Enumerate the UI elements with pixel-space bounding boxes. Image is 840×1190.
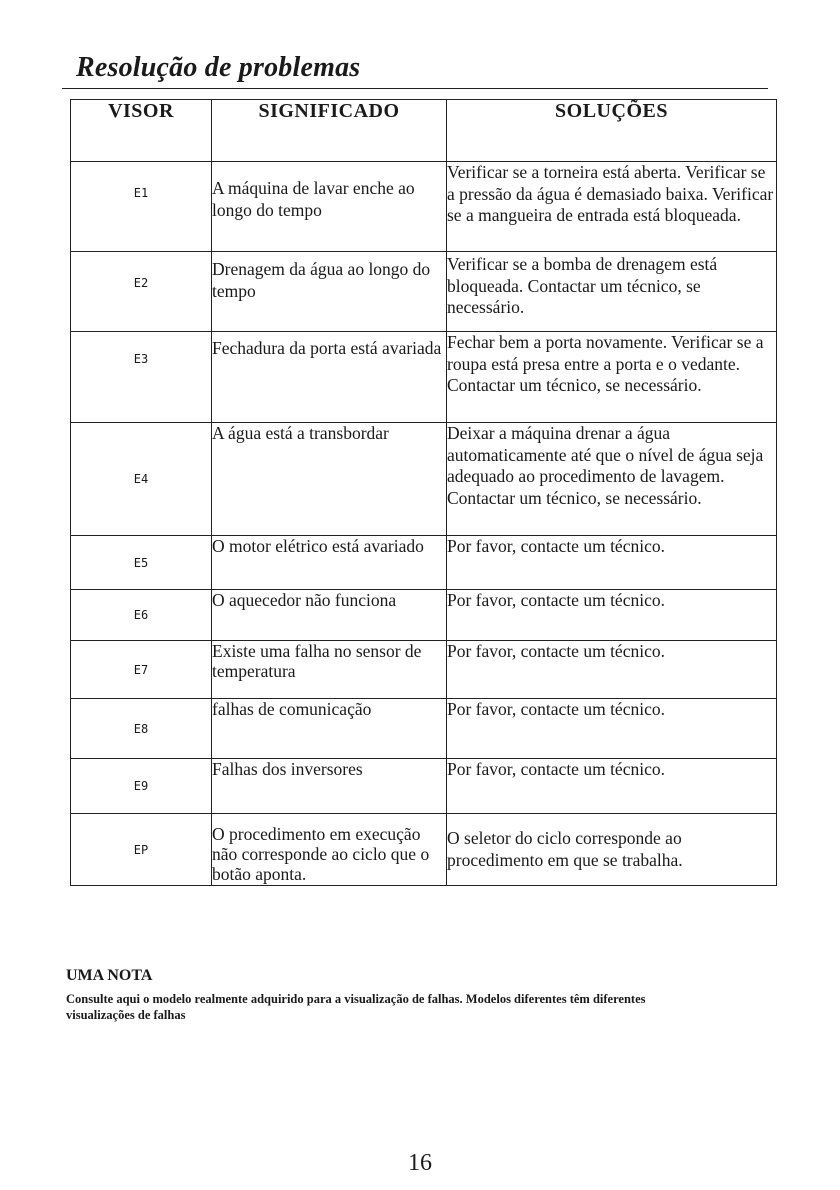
header-visor: VISOR	[71, 100, 212, 162]
header-significado: SIGNIFICADO	[212, 100, 447, 162]
table-row	[71, 252, 777, 332]
error-meaning: O aquecedor não funciona	[212, 590, 447, 641]
title-divider	[62, 88, 768, 89]
error-meaning: Falhas dos inversores	[212, 759, 447, 814]
table-row	[71, 759, 777, 814]
table-row	[71, 590, 777, 641]
error-code: E1	[71, 162, 212, 252]
error-code: E3	[71, 332, 212, 423]
note-title: UMA NOTA	[66, 967, 153, 984]
table-row	[71, 332, 777, 423]
error-solution: Deixar a máquina drenar a água automaticamente até que o nível de água seja adequado ao procedimento de lavagem. Contactar um técnico, se necessário.	[447, 423, 777, 536]
table-row	[71, 814, 777, 886]
error-meaning: Drenagem da água ao longo do tempo	[212, 252, 447, 332]
error-solution: Fechar bem a porta novamente. Verificar se a roupa está presa entre a porta e o vedante. Contactar um técnico, se necessário.	[447, 332, 777, 423]
error-code: E8	[71, 699, 212, 759]
error-code: E4	[71, 423, 212, 536]
error-solution: Por favor, contacte um técnico.	[447, 536, 777, 590]
error-code: E5	[71, 536, 212, 590]
table-row	[71, 699, 777, 759]
page-title: Resolução de problemas	[76, 52, 361, 83]
error-solution: O seletor do ciclo corresponde ao procedimento em que se trabalha.	[447, 814, 777, 886]
error-solution: Verificar se a torneira está aberta. Verificar se a pressão da água é demasiado baixa. Verificar se a mangueira de entrada está bloqueada.	[447, 162, 777, 252]
error-meaning: Fechadura da porta está avariada	[212, 332, 447, 423]
table-row	[71, 536, 777, 590]
table-row	[71, 641, 777, 699]
error-meaning: falhas de comunicação	[212, 699, 447, 759]
error-meaning: Existe uma falha no sensor de temperatura	[212, 641, 447, 699]
error-meaning: A água está a transbordar	[212, 423, 447, 536]
error-code: E2	[71, 252, 212, 332]
table-header-row	[71, 100, 777, 162]
error-code: EP	[71, 814, 212, 886]
header-solucoes: SOLUÇÕES	[447, 100, 777, 162]
table-row	[71, 423, 777, 536]
page-number: 16	[408, 1150, 432, 1176]
error-solution: Por favor, contacte um técnico.	[447, 641, 777, 699]
error-code: E6	[71, 590, 212, 641]
error-code: E9	[71, 759, 212, 814]
error-meaning: O motor elétrico está avariado	[212, 536, 447, 590]
troubleshooting-table	[70, 99, 777, 886]
error-solution: Por favor, contacte um técnico.	[447, 699, 777, 759]
table-row	[71, 162, 777, 252]
error-solution: Por favor, contacte um técnico.	[447, 759, 777, 814]
note-text: Consulte aqui o modelo realmente adquirido para a visualização de falhas. Modelos diferentes têm diferentes visualizações de falhas	[66, 992, 646, 1022]
error-meaning: A máquina de lavar enche ao longo do tempo	[212, 162, 447, 252]
error-solution: Verificar se a bomba de drenagem está bloqueada. Contactar um técnico, se necessário.	[447, 252, 777, 332]
error-meaning: O procedimento em execução não corresponde ao ciclo que o botão aponta.	[212, 814, 447, 886]
error-code: E7	[71, 641, 212, 699]
error-solution: Por favor, contacte um técnico.	[447, 590, 777, 641]
